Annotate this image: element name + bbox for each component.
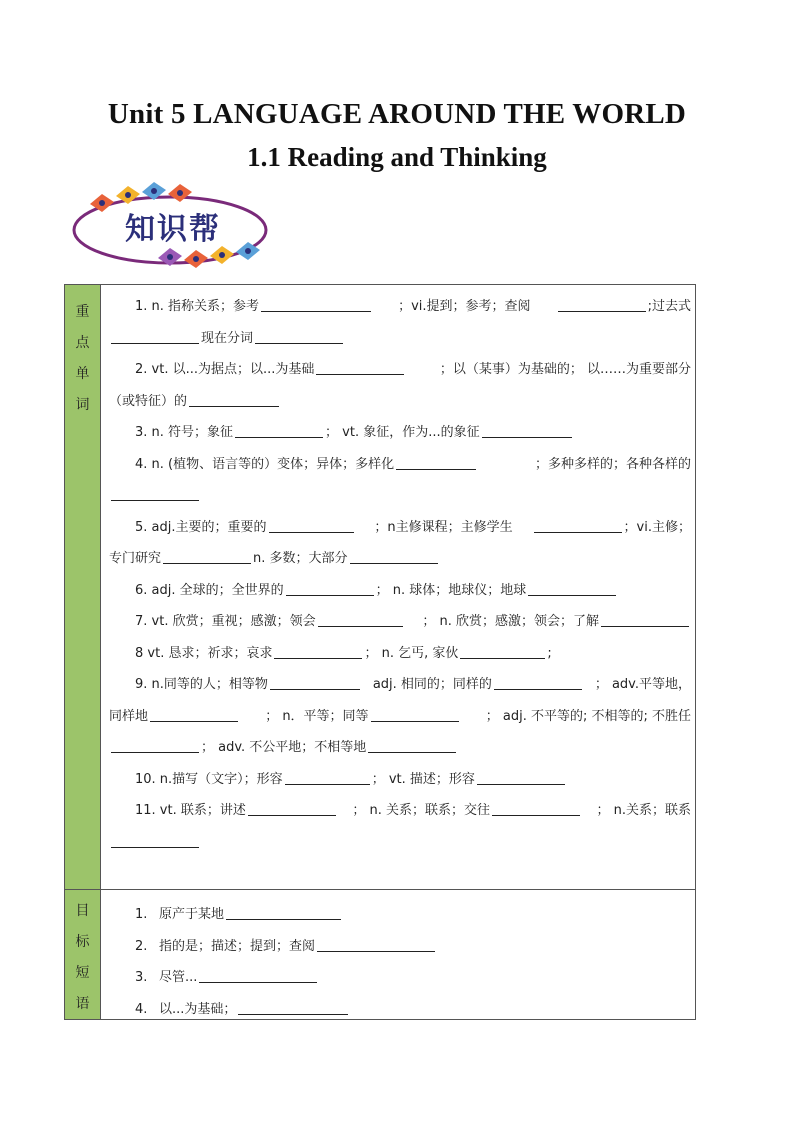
vocab-line: 4. n. (植物、语言等的）变体；异体；多样化 ；多种多样的；各种各样的 — [109, 449, 691, 481]
answer-blank[interactable] — [248, 800, 336, 816]
answer-blank[interactable] — [226, 904, 341, 920]
vocab-line: 现在分词 — [109, 323, 691, 355]
label-char: 目 — [75, 903, 90, 919]
vocab-line: （或特征）的 — [109, 386, 691, 418]
vocab-line: 5. adj.主要的；重要的 ；n主修课程；主修学生 ；vi.主修； — [109, 512, 691, 544]
answer-blank[interactable] — [350, 548, 438, 564]
section-divider — [65, 889, 695, 890]
answer-blank[interactable] — [601, 611, 689, 627]
answer-blank[interactable] — [238, 999, 348, 1015]
answer-blank[interactable] — [274, 643, 362, 659]
vocab-line: 8 vt. 恳求；祈求；哀求 ； n. 乞丐, 家伙 ; — [109, 638, 691, 670]
answer-blank[interactable] — [255, 328, 343, 344]
answer-blank[interactable] — [534, 517, 622, 533]
answer-blank[interactable] — [150, 706, 238, 722]
label-char: 重 — [75, 304, 90, 320]
answer-blank[interactable] — [111, 737, 199, 753]
answer-blank[interactable] — [111, 832, 199, 848]
answer-blank[interactable] — [261, 296, 371, 312]
label-char: 标 — [75, 934, 90, 950]
section-label-key-words — [65, 285, 101, 889]
answer-blank[interactable] — [269, 517, 354, 533]
answer-blank[interactable] — [163, 548, 251, 564]
answer-blank[interactable] — [270, 674, 360, 690]
vocab-line: 6. adj. 全球的；全世界的 ； n. 球体；地球仪；地球 — [109, 575, 691, 607]
vocab-line: 11. vt. 联系；讲述 ； n. 关系；联系；交往 ； n.关系；联系 — [109, 795, 691, 827]
phrase-item: 4. 以...为基础； — [109, 994, 691, 1026]
answer-blank[interactable] — [317, 936, 435, 952]
answer-blank[interactable] — [111, 328, 199, 344]
answer-blank[interactable] — [111, 485, 199, 501]
answer-blank[interactable] — [318, 611, 403, 627]
target-phrases-content — [109, 899, 691, 1025]
answer-blank[interactable] — [235, 422, 323, 438]
label-char: 短 — [75, 965, 90, 981]
vocab-line: 1. n. 指称关系；参考 ；vi.提到；参考；查阅 ;过去式 — [109, 291, 691, 323]
vocab-line: 7. vt. 欣赏；重视；感激；领会 ； n. 欣赏；感激；领会；了解 — [109, 606, 691, 638]
knowledge-badge — [68, 182, 278, 274]
phrase-item: 3. 尽管... — [109, 962, 691, 994]
answer-blank[interactable] — [494, 674, 582, 690]
phrase-item: 2. 指的是；描述；提到；查阅 — [109, 931, 691, 963]
answer-blank[interactable] — [460, 643, 545, 659]
answer-blank[interactable] — [492, 800, 580, 816]
vocab-line — [109, 827, 691, 859]
vocab-line: ； adv. 不公平地；不相等地 — [109, 732, 691, 764]
vocab-table — [64, 284, 696, 1020]
answer-blank[interactable] — [528, 580, 616, 596]
answer-blank[interactable] — [396, 454, 476, 470]
section-label-target-phrases — [65, 890, 101, 1019]
vocab-line: 2. vt. 以...为据点；以...为基础 ；以（某事）为基础的； 以……为重要部分 — [109, 354, 691, 386]
badge-label: 知识帮 — [125, 212, 221, 247]
answer-blank[interactable] — [558, 296, 646, 312]
lesson-title: 1.1 Reading and Thinking — [247, 142, 547, 172]
unit-title: Unit 5 LANGUAGE AROUND THE WORLD — [107, 98, 687, 130]
label-char: 单 — [75, 366, 90, 382]
answer-blank[interactable] — [477, 769, 565, 785]
vocab-line: 专门研究 n. 多数；大部分 — [109, 543, 691, 575]
vocab-line: 同样地 ； n．平等；同等 ； adj. 不平等的; 不相等的; 不胜任 — [109, 701, 691, 733]
label-char: 语 — [75, 996, 90, 1012]
answer-blank[interactable] — [286, 580, 374, 596]
answer-blank[interactable] — [371, 706, 459, 722]
answer-blank[interactable] — [368, 737, 456, 753]
label-char: 点 — [75, 335, 90, 351]
answer-blank[interactable] — [285, 769, 370, 785]
vocab-line: 10. n.描写（文字）；形容 ； vt. 描述；形容 — [109, 764, 691, 796]
label-char: 词 — [75, 397, 90, 413]
answer-blank[interactable] — [199, 967, 317, 983]
vocab-line — [109, 480, 691, 512]
answer-blank[interactable] — [189, 391, 279, 407]
phrase-item: 1. 原产于某地 — [109, 899, 691, 931]
vocab-line: 9. n.同等的人；相等物 adj. 相同的；同样的 ； adv.平等地， — [109, 669, 691, 701]
answer-blank[interactable] — [316, 359, 404, 375]
vocab-line: 3. n. 符号；象征 ； vt. 象征，作为...的象征 — [109, 417, 691, 449]
key-words-content — [109, 291, 691, 858]
answer-blank[interactable] — [482, 422, 572, 438]
